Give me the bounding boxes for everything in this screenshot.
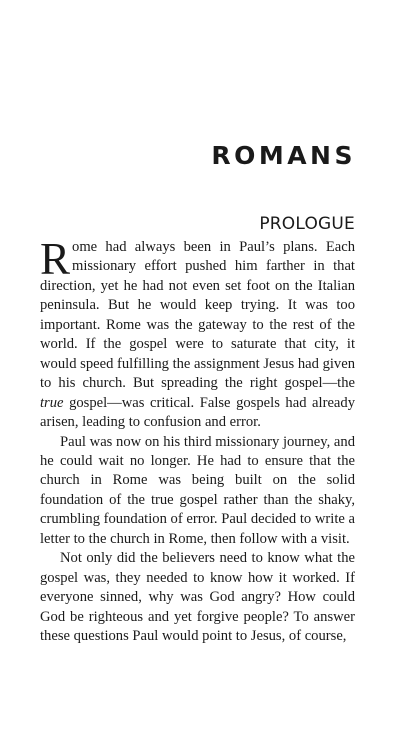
paragraph-1-text-a: ome had always been in Paul’s plans. Each missionary effort pushed him farther in that direction, yet he had not even set foot on the Italian peninsula. But he would keep trying. It was too important. Rome was the gateway to the rest of the world. If the gospel were to saturate that city, it would speed fulfilling the assignment Jesus had given to his church. But spreading the right gospel—the [40, 239, 355, 392]
paragraph-1 [40, 234, 355, 433]
paragraph-2: Paul was now on his third missionary journey, and he could wait no longer. He had to ensure that the church in Rome was being built on the solid foundation of the true gospel rather than the shaky, crumbling foundation of error. Paul decided to write a letter to the church in Rome, then follow with a visit. [40, 433, 355, 547]
body-text [40, 234, 355, 647]
paragraph-1-emphasis: true [40, 394, 64, 411]
paragraph-3: Not only did the believers need to know what the gospel was, they needed to know how it worked. If everyone sinned, why was God angry? How could God be righteous and yet forgive people? To answer these questions Paul would point to Jesus, of course, [40, 550, 355, 645]
paragraph-1-text-b: gospel—was critical. False gospels had already arisen, leading to confusion and error. [40, 394, 355, 431]
drop-cap: R [40, 234, 71, 284]
section-heading: PROLOGUE [259, 214, 355, 234]
book-title: ROMANS [211, 141, 356, 170]
